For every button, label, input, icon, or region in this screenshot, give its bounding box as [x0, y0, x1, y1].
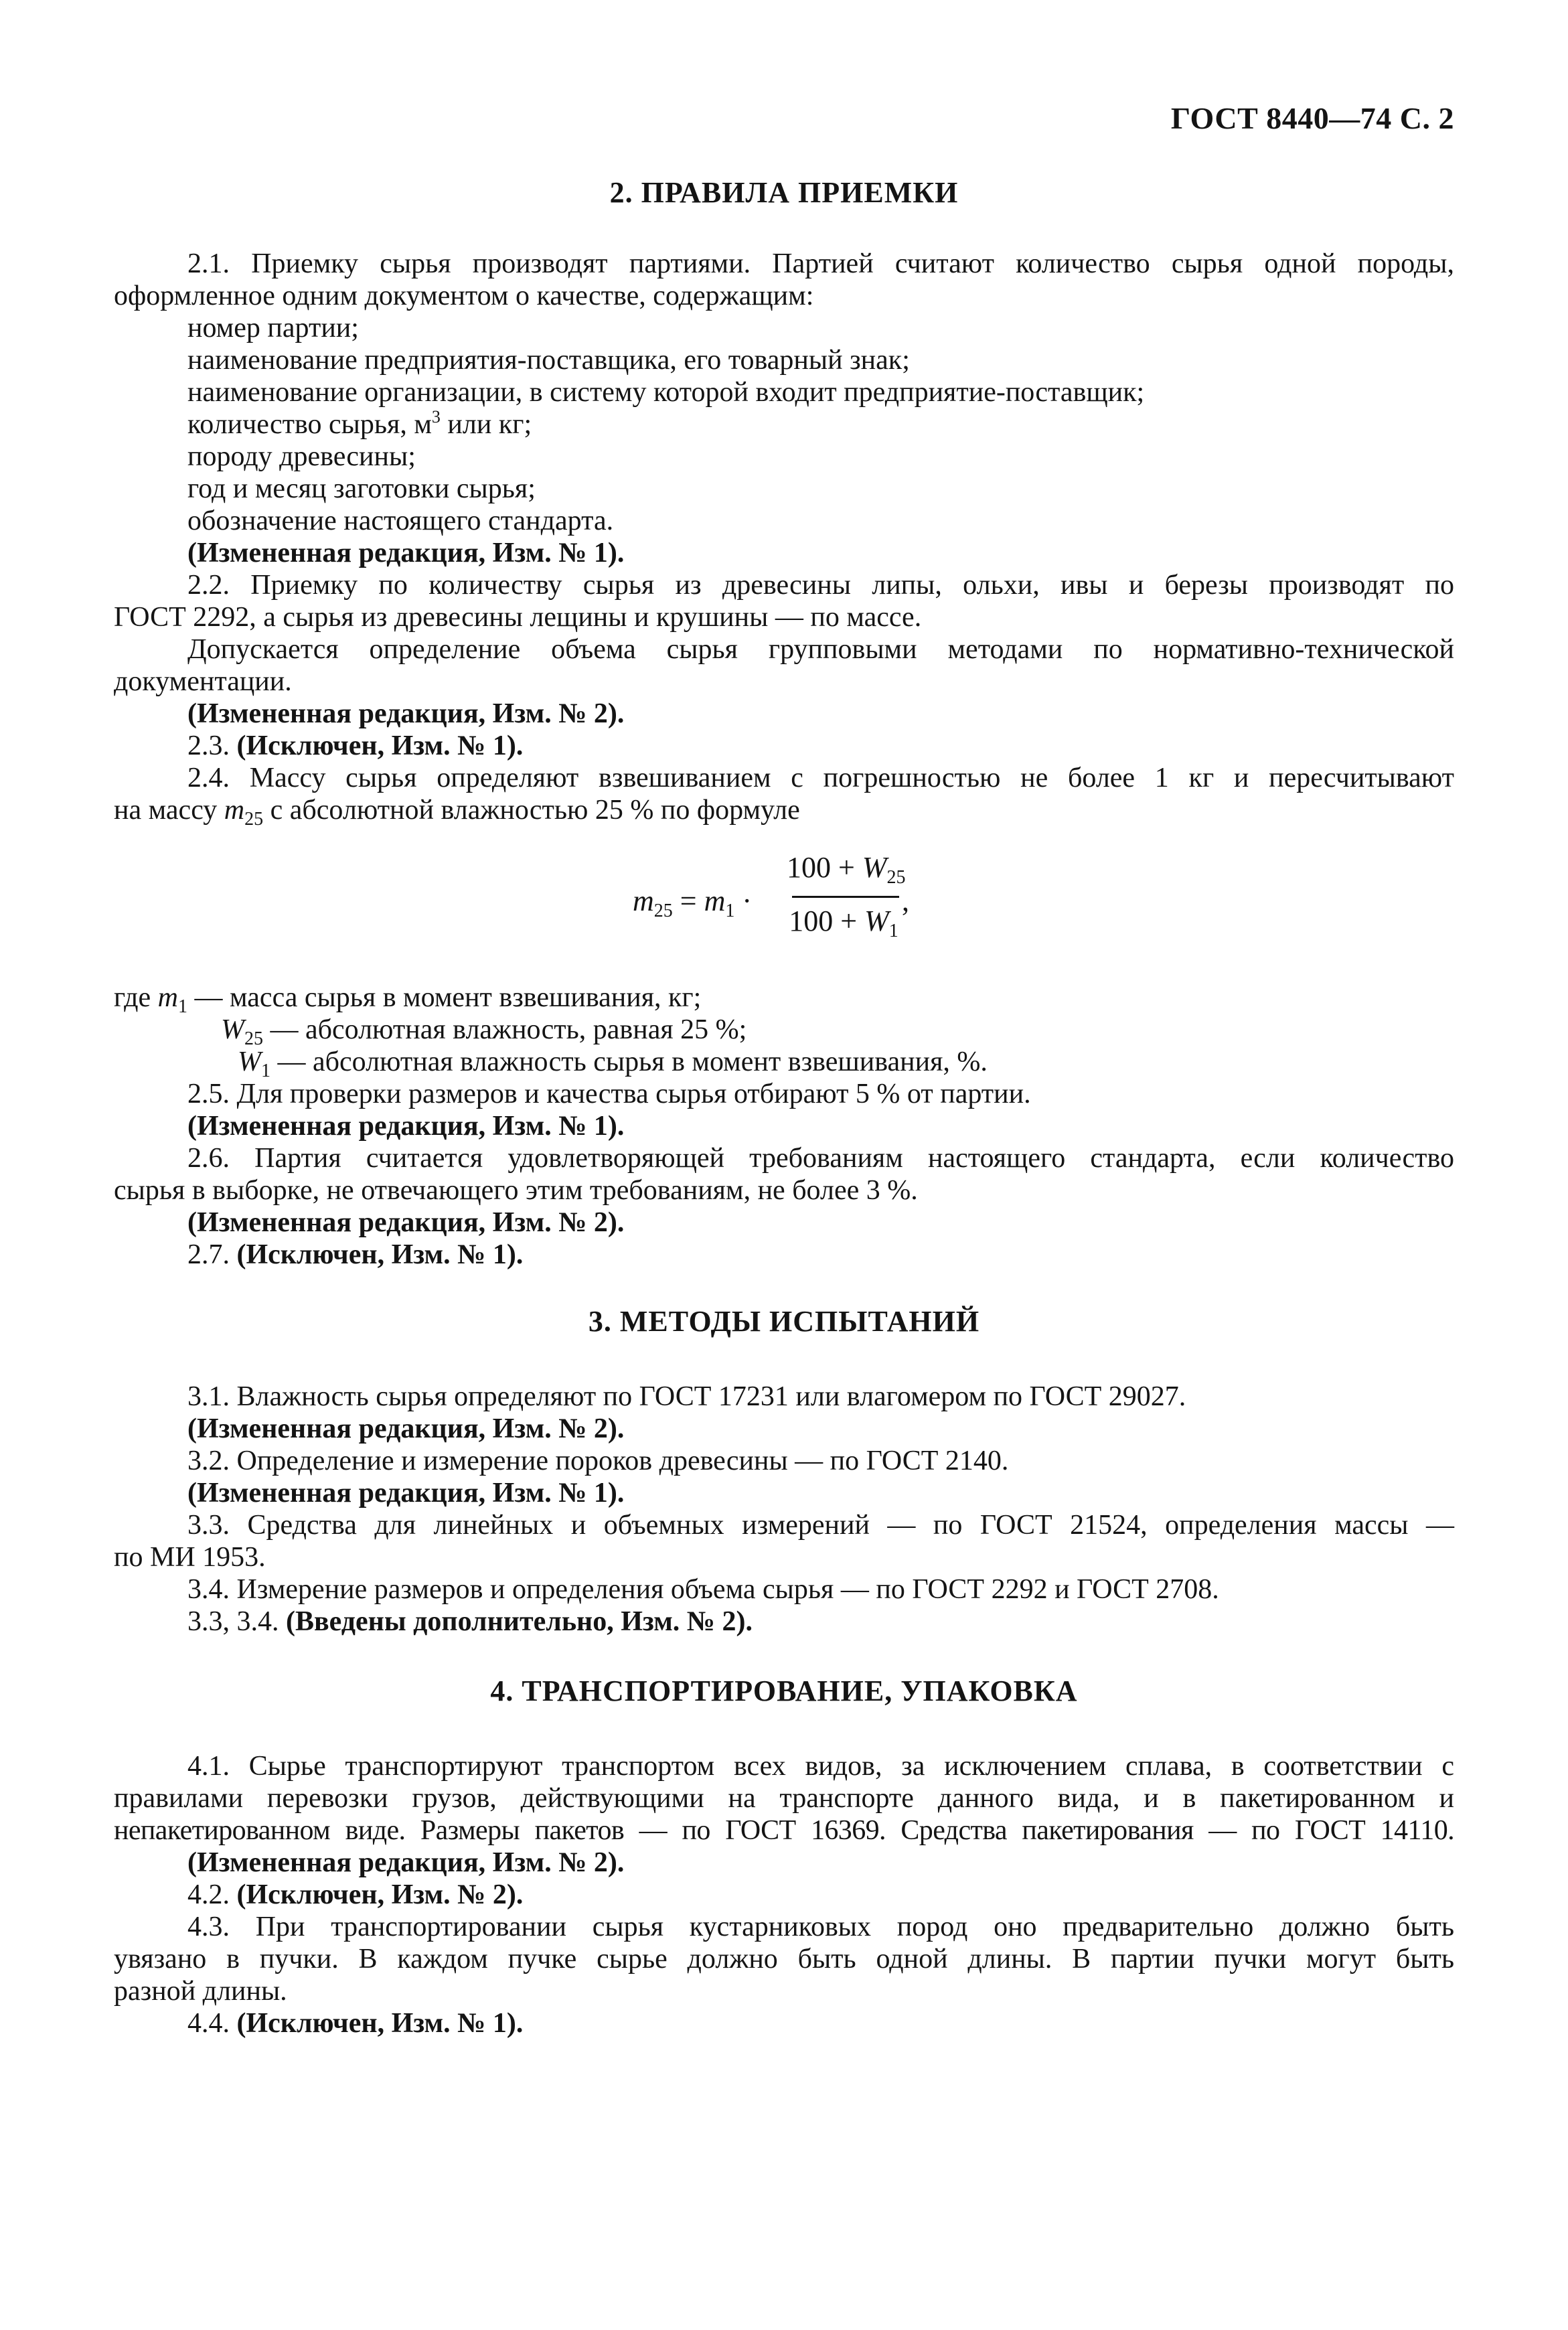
para-4-3-line3: разной длины.	[114, 1976, 287, 2007]
variable: W	[238, 1046, 261, 1077]
para-4-3-line2: увязано в пучки. В каждом пучке сырье должно быть одной длины. В партии пучки могут быть	[114, 1944, 1454, 1974]
para-2-2b-line2: документации.	[114, 666, 292, 697]
amendment-note: (Измененная редакция, Изм. № 2).	[187, 1413, 625, 1444]
para-2-2-line1: 2.2. Приемку по количеству сырья из древесины липы, ольхи, ивы и березы производят по	[187, 570, 1454, 601]
para-4-1-line3: непакетированном виде. Размеры пакетов — по ГОСТ 16369. Средства пакетирования — по ГОСТ 14110.	[114, 1815, 1454, 1846]
definition: — абсолютная влажность, равная 25 %;	[263, 1014, 747, 1045]
amendment-note: (Измененная редакция, Изм. № 1).	[187, 1111, 625, 1142]
clause-number: 3.3, 3.4.	[187, 1606, 286, 1637]
list-item: породу древесины;	[187, 441, 416, 472]
variable: m	[224, 795, 245, 826]
para-3-1: 3.1. Влажность сырья определяют по ГОСТ 17231 или влагомером по ГОСТ 29027.	[187, 1381, 1186, 1412]
subscript: 1	[261, 1061, 270, 1081]
subscript: 25	[244, 809, 264, 830]
para-4-1-line1: 4.1. Сырье транспортируют транспортом всех видов, за исключением сплава, в соответствии с	[187, 1751, 1454, 1782]
definition: — масса сырья в момент взвешивания, кг;	[187, 982, 702, 1013]
subscript: 25	[244, 1028, 263, 1049]
para-4-3-line1: 4.3. При транспортировании сырья кустарниковых пород оно предварительно должно быть	[187, 1912, 1454, 1942]
amendment-note: (Измененная редакция, Изм. № 1).	[187, 1478, 625, 1508]
para-2-1-line1: 2.1. Приемку сырья производят партиями. Партией считают количество сырья одной породы,	[187, 248, 1454, 279]
where-line	[238, 1046, 1568, 1081]
fraction-bar	[792, 896, 899, 898]
para-3-2: 3.2. Определение и измерение пороков древесины — по ГОСТ 2140.	[187, 1446, 1009, 1476]
excluded-note: (Исключен, Изм. № 2).	[236, 1879, 524, 1910]
page-header: ГОСТ 8440—74 С. 2	[1170, 101, 1454, 135]
text: 100 +	[787, 851, 862, 884]
added-note: (Введены дополнительно, Изм. № 2).	[286, 1606, 753, 1637]
amendment-note: (Измененная редакция, Изм. № 2).	[187, 698, 625, 729]
numerator	[787, 850, 906, 888]
para-2-5: 2.5. Для проверки размеров и качества сырья отбирают 5 % от партии.	[187, 1079, 1031, 1109]
para-2-7	[187, 1239, 1454, 1271]
dot: ·	[734, 884, 753, 917]
amendment-note: (Измененная редакция, Изм. № 1).	[187, 538, 625, 568]
para-2-1-line2: оформленное одним документом о качестве, содержащим:	[114, 281, 814, 311]
para-3-3-3-4	[187, 1606, 1454, 1638]
list-item: наименование предприятия-поставщика, его товарный знак;	[187, 345, 910, 376]
definition: — абсолютная влажность сырья в момент взвешивания, %.	[270, 1046, 988, 1077]
where-line	[221, 1014, 1561, 1049]
para-3-3-line1: 3.3. Средства для линейных и объемных измерений — по ГОСТ 21524, определения массы —	[187, 1510, 1454, 1541]
list-item-text: количество сырья, м	[187, 409, 432, 440]
section-4-title: 4. ТРАНСПОРТИРОВАНИЕ, УПАКОВКА	[490, 1675, 1078, 1707]
clause-number: 4.2.	[187, 1879, 237, 1910]
variable: m	[157, 982, 178, 1013]
para-2-4-line1: 2.4. Массу сырья определяют взвешиванием с погрешностью не более 1 кг и пересчитывают	[187, 763, 1454, 793]
para-2-4-line2	[114, 794, 1454, 830]
excluded-note: (Исключен, Изм. № 1).	[236, 2008, 524, 2039]
amendment-note: (Измененная редакция, Изм. № 2).	[187, 1207, 625, 1238]
formula-comma: ,	[902, 884, 909, 917]
excluded-note: (Исключен, Изм. № 1).	[236, 1239, 524, 1270]
clause-number: 2.3.	[187, 730, 237, 761]
para-3-4: 3.4. Измерение размеров и определения объема сырья — по ГОСТ 2292 и ГОСТ 2708.	[187, 1574, 1219, 1605]
para-4-1-line2: правилами перевозки грузов, действующими на транспорте данного вида, и в пакетированном и	[114, 1783, 1454, 1814]
list-item: обозначение настоящего стандарта.	[187, 506, 614, 536]
where-line	[114, 982, 1454, 1017]
mass-formula	[633, 849, 967, 956]
subscript: 1	[725, 901, 735, 921]
para-2-2-line2: ГОСТ 2292, а сырья из древесины лещины и крушины — по массе.	[114, 602, 922, 633]
para-4-4	[187, 2007, 1454, 2039]
amendment-note: (Измененная редакция, Изм. № 2).	[187, 1847, 625, 1878]
section-2-title: 2. ПРАВИЛА ПРИЕМКИ	[609, 176, 959, 209]
variable: W	[864, 905, 889, 937]
text: на массу	[114, 795, 224, 826]
subscript: 1	[888, 921, 898, 941]
excluded-note: (Исключен, Изм. № 1).	[236, 730, 524, 761]
formula-lhs	[633, 884, 753, 921]
where-prefix: где	[114, 982, 158, 1013]
para-2-2b-line1: Допускается определение объема сырья групповыми методами по нормативно-технической	[187, 634, 1454, 665]
clause-number: 4.4.	[187, 2008, 237, 2039]
para-3-3-line2: по МИ 1953.	[114, 1542, 266, 1573]
denominator	[787, 904, 900, 941]
para-2-6-line2: сырья в выборке, не отвечающего этим требованиям, не более 3 %.	[114, 1175, 918, 1206]
subscript: 1	[178, 996, 187, 1017]
text: с абсолютной влажностью 25 % по формуле	[263, 795, 800, 826]
equals: =	[672, 884, 704, 917]
variable: m	[704, 884, 726, 917]
subscript: 25	[886, 867, 906, 888]
section-3-title: 3. МЕТОДЫ ИСПЫТАНИЙ	[588, 1305, 980, 1338]
variable: m	[633, 884, 654, 917]
list-item: наименование организации, в систему которой входит предприятие-поставщик;	[187, 377, 1145, 408]
para-2-3	[187, 730, 1454, 762]
list-item: год и месяц заготовки сырья;	[187, 473, 536, 504]
para-2-6-line1: 2.6. Партия считается удовлетворяющей требованиям настоящего стандарта, если количество	[187, 1143, 1454, 1174]
list-item-tail: или кг;	[440, 409, 532, 440]
list-item: номер партии;	[187, 313, 359, 343]
text: 100 +	[789, 905, 865, 937]
variable: W	[862, 851, 887, 884]
superscript: 3	[431, 407, 441, 426]
list-item	[187, 408, 1454, 441]
subscript: 25	[653, 901, 673, 921]
para-4-2	[187, 1879, 1454, 1911]
variable: W	[221, 1014, 244, 1045]
clause-number: 2.7.	[187, 1239, 237, 1270]
